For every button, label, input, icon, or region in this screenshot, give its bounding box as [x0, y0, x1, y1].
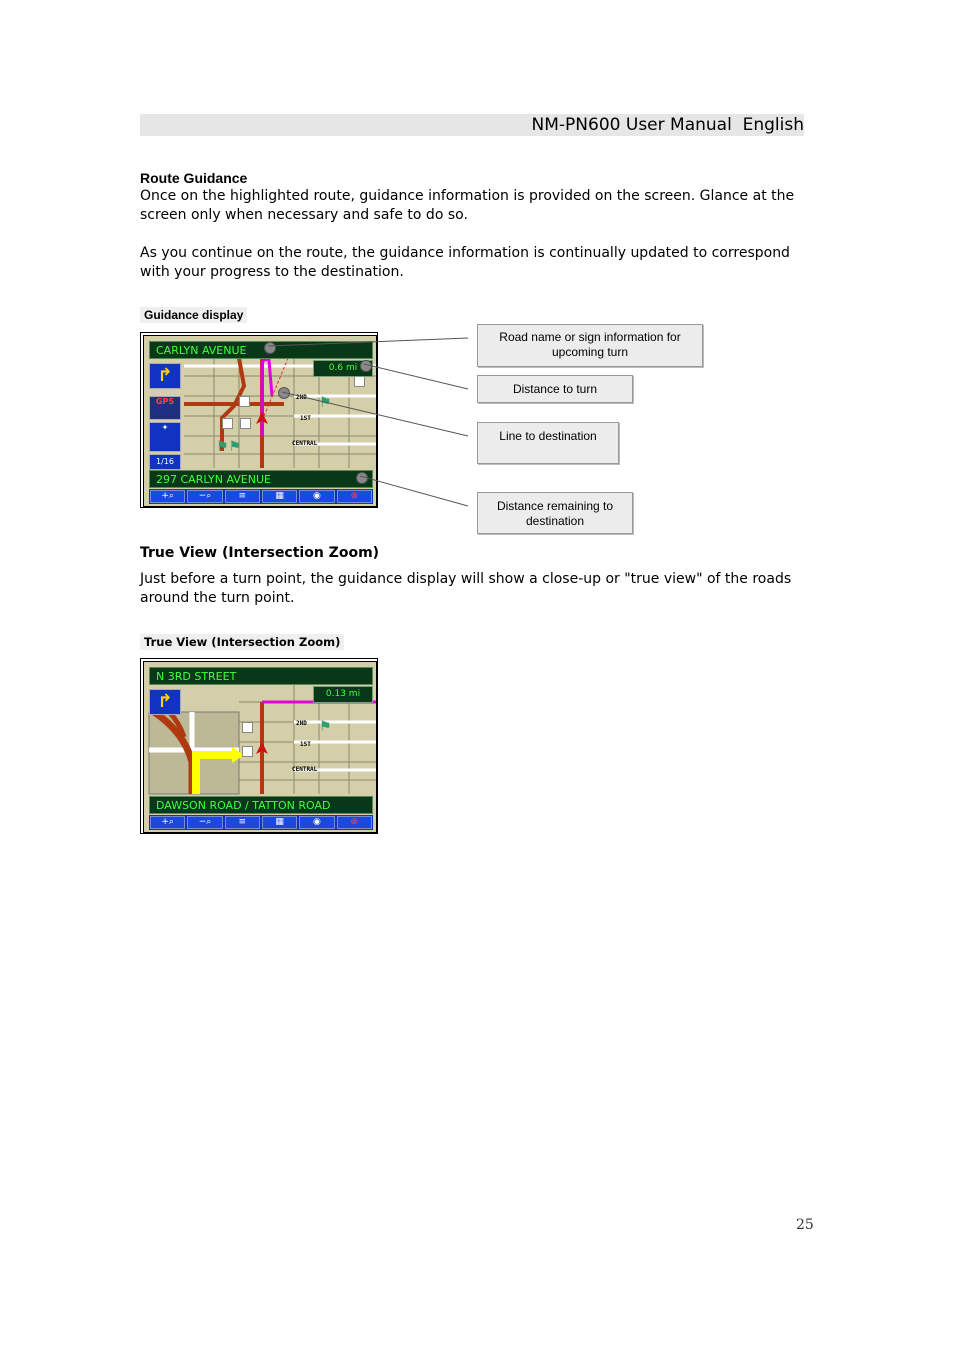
page-number: 25 [796, 1217, 814, 1233]
street-label-central: CENTRAL [292, 440, 318, 447]
street-label-1st: 1ST [300, 741, 311, 748]
poi-icon: ⚑ [319, 719, 332, 735]
waypoint-flag-icon [242, 746, 253, 757]
map-3d-icon[interactable]: ▦ [262, 490, 297, 503]
menu-icon[interactable]: ≡ [225, 490, 260, 503]
compass-icon[interactable]: ✦ [149, 422, 181, 452]
poi-icon[interactable]: ◉ [299, 816, 334, 829]
cancel-icon[interactable]: ⊗ [337, 816, 372, 829]
cancel-icon[interactable]: ⊗ [337, 490, 372, 503]
menu-icon[interactable]: ≡ [225, 816, 260, 829]
callout-road-name: Road name or sign information for upcoming turn [477, 324, 703, 367]
street-label-1st: 1ST [300, 415, 311, 422]
street-label-central: CENTRAL [292, 766, 318, 773]
gps-label: GPS [155, 397, 175, 406]
distance-to-turn: 0.13 mi [313, 686, 373, 703]
street-label-2nd: 2ND [296, 720, 307, 727]
true-view-caption: True View (Intersection Zoom) [140, 634, 344, 650]
waypoint-flag-icon [242, 722, 253, 733]
callout-distance-remaining: Distance remaining to destination [477, 492, 633, 534]
true-view-title: True View (Intersection Zoom) [140, 545, 380, 561]
map-toolbar [149, 815, 373, 830]
current-road-name: 297 CARLYN AVENUE [149, 470, 373, 488]
turn-right-arrow-icon[interactable]: ↱ [149, 363, 181, 389]
guidance-display-caption: Guidance display [140, 307, 247, 323]
map-scale-button[interactable]: 1/16 [149, 454, 181, 470]
distance-to-turn: 0.6 mi [313, 360, 373, 377]
poi-icon: ⚑⚑ [216, 439, 242, 455]
route-guidance-para-1: Once on the highlighted route, guidance information is provided on the screen. Glance at the screen only when necessary and safe to do so. [140, 188, 795, 223]
true-view-para: Just before a turn point, the guidance display will show a close-up or "true view" of the roads around the turn point. [140, 571, 792, 606]
zoom-in-icon[interactable]: +⌕ [150, 816, 185, 829]
route-guidance-title: Route Guidance [140, 170, 248, 186]
upcoming-road-name: CARLYN AVENUE [149, 341, 373, 359]
map-3d-icon[interactable]: ▦ [262, 816, 297, 829]
zoom-in-icon[interactable]: +⌕ [150, 490, 185, 503]
callout-distance-to-turn: Distance to turn [477, 375, 633, 403]
callout-line-to-destination: Line to destination [477, 422, 619, 464]
zoom-out-icon[interactable]: −⌕ [187, 490, 222, 503]
true-view-map [143, 661, 377, 833]
turn-right-arrow-icon[interactable]: ↱ [149, 689, 181, 715]
poi-icon: ⚑ [319, 395, 332, 411]
poi-icon[interactable]: ◉ [299, 490, 334, 503]
page-header-title: NM-PN600 User Manual English [531, 115, 804, 135]
street-label-2nd: 2ND [296, 394, 307, 401]
true-view-screen [140, 658, 378, 834]
upcoming-road-name: N 3RD STREET [149, 667, 373, 685]
zoom-out-icon[interactable]: −⌕ [187, 816, 222, 829]
route-guidance-para-2: As you continue on the route, the guidance information is continually updated to correspond with your progress to the destination. [140, 245, 790, 280]
current-road-name: DAWSON ROAD / TATTON ROAD [149, 796, 373, 814]
